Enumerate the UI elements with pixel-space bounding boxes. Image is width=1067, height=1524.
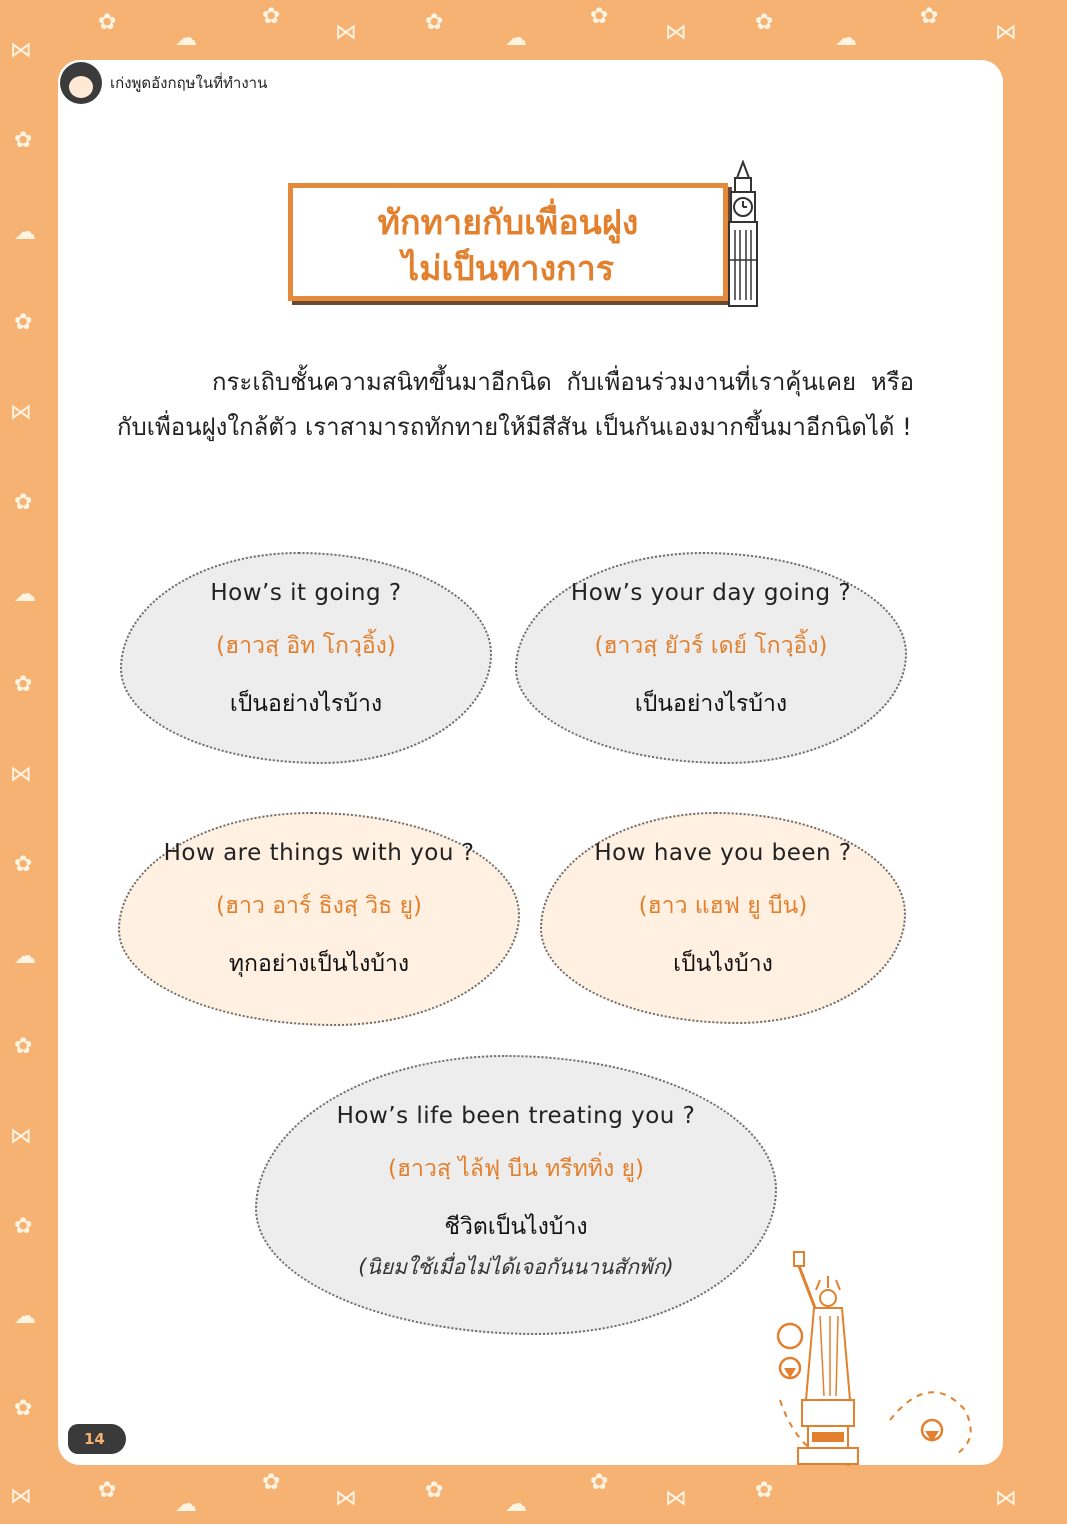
bow-icon: ⋈ <box>665 1486 687 1511</box>
flower-icon: ✿ <box>14 1034 33 1059</box>
phrase-bubble <box>515 552 907 764</box>
bow-icon: ⋈ <box>335 20 357 45</box>
phrase-english: How’s life been treating you ? <box>336 1103 696 1129</box>
bow-icon: ⋈ <box>10 762 32 787</box>
flower-icon: ✿ <box>590 1470 609 1495</box>
cloud-icon: ☁ <box>505 26 527 51</box>
flower-icon: ✿ <box>14 1396 33 1421</box>
phrase-phonetic: (ฮาวสฺ อิท โกวฺอิ้ง) <box>216 633 396 659</box>
phrase-bubble <box>540 812 906 1024</box>
phrase-thai: ทุกอย่างเป็นไงบ้าง <box>228 951 410 977</box>
phrase-note: (นิยมใช้เมื่อไม่ได้เจอกันนานสักพัก) <box>358 1255 674 1279</box>
cloud-icon: ☁ <box>175 26 197 51</box>
bow-icon: ⋈ <box>665 20 687 45</box>
bow-icon: ⋈ <box>995 1486 1017 1511</box>
page-title <box>293 200 723 292</box>
page-number: 14 <box>68 1424 126 1454</box>
phrase-thai: เป็นอย่างไรบ้าง <box>229 691 383 717</box>
phrase-english: How are things with you ? <box>163 840 475 866</box>
girl-avatar-icon <box>60 62 102 104</box>
flower-icon: ✿ <box>98 10 117 35</box>
statue-of-liberty-icon <box>770 1250 980 1480</box>
flower-icon: ✿ <box>425 10 444 35</box>
flower-icon: ✿ <box>755 10 774 35</box>
cloud-icon: ☁ <box>14 944 36 969</box>
running-header <box>60 62 267 104</box>
bow-icon: ⋈ <box>10 1484 32 1509</box>
flower-icon: ✿ <box>920 4 939 29</box>
flower-icon: ✿ <box>14 490 33 515</box>
cloud-icon: ☁ <box>175 1492 197 1517</box>
flower-icon: ✿ <box>14 1214 33 1239</box>
flower-icon: ✿ <box>262 1470 281 1495</box>
cloud-icon: ☁ <box>835 26 857 51</box>
phrase-thai: เป็นไงบ้าง <box>673 951 773 977</box>
bow-icon: ⋈ <box>335 1486 357 1511</box>
phrase-english: How’s it going ? <box>210 580 402 606</box>
flower-icon: ✿ <box>14 128 33 153</box>
flower-icon: ✿ <box>98 1478 117 1503</box>
cloud-icon: ☁ <box>14 582 36 607</box>
phrase-thai: ชีวิตเป็นไงบ้าง <box>444 1214 588 1240</box>
phrase-bubble <box>255 1055 777 1335</box>
intro-text: กระเถิบชั้นความสนิทขึ้นมาอีกนิด กับเพื่อนร่วมงานที่เราคุ้นเคย หรือกับเพื่อนฝูงใกล้ตัว เราสามารถทักทายให้มีสีสัน เป็นกันเองมากขึ้นมาอีกนิดได้ ! <box>117 368 914 441</box>
phrase-bubble <box>120 552 492 764</box>
phrase-thai: เป็นอย่างไรบ้าง <box>634 691 788 717</box>
phrase-phonetic: (ฮาวสฺ ยัวร์ เดย์ โกวฺอิ้ง) <box>594 633 828 659</box>
flower-icon: ✿ <box>14 672 33 697</box>
flower-icon: ✿ <box>14 852 33 877</box>
phrase-english: How’s your day going ? <box>570 580 852 606</box>
phrase-phonetic: (ฮาว อาร์ ธิงสฺ วิธ ยู) <box>216 893 422 919</box>
phrase-phonetic: (ฮาว แฮฟ ยู บีน) <box>638 893 808 919</box>
cloud-icon: ☁ <box>14 220 36 245</box>
flower-icon: ✿ <box>14 310 33 335</box>
flower-icon: ✿ <box>425 1478 444 1503</box>
phrase-phonetic: (ฮาวสฺ ไล้ฟฺ บีน ทรีททิ่ง ยู) <box>388 1156 644 1182</box>
flower-icon: ✿ <box>755 1478 774 1503</box>
title-line-2: ไม่เป็นทางการ <box>401 249 614 289</box>
phrase-bubble <box>118 812 520 1026</box>
flower-icon: ✿ <box>262 4 281 29</box>
bow-icon: ⋈ <box>10 38 32 63</box>
title-box <box>288 183 728 301</box>
big-ben-icon <box>723 160 763 308</box>
bow-icon: ⋈ <box>10 1124 32 1149</box>
title-line-1: ทักทายกับเพื่อนฝูง <box>377 203 639 243</box>
phrase-english: How have you been ? <box>594 840 852 866</box>
bow-icon: ⋈ <box>10 400 32 425</box>
flower-icon: ✿ <box>590 4 609 29</box>
cloud-icon: ☁ <box>14 1304 36 1329</box>
header-title: เก่งพูดอังกฤษในที่ทำงาน <box>110 74 268 92</box>
cloud-icon: ☁ <box>505 1492 527 1517</box>
bow-icon: ⋈ <box>995 20 1017 45</box>
intro-paragraph <box>117 360 914 450</box>
